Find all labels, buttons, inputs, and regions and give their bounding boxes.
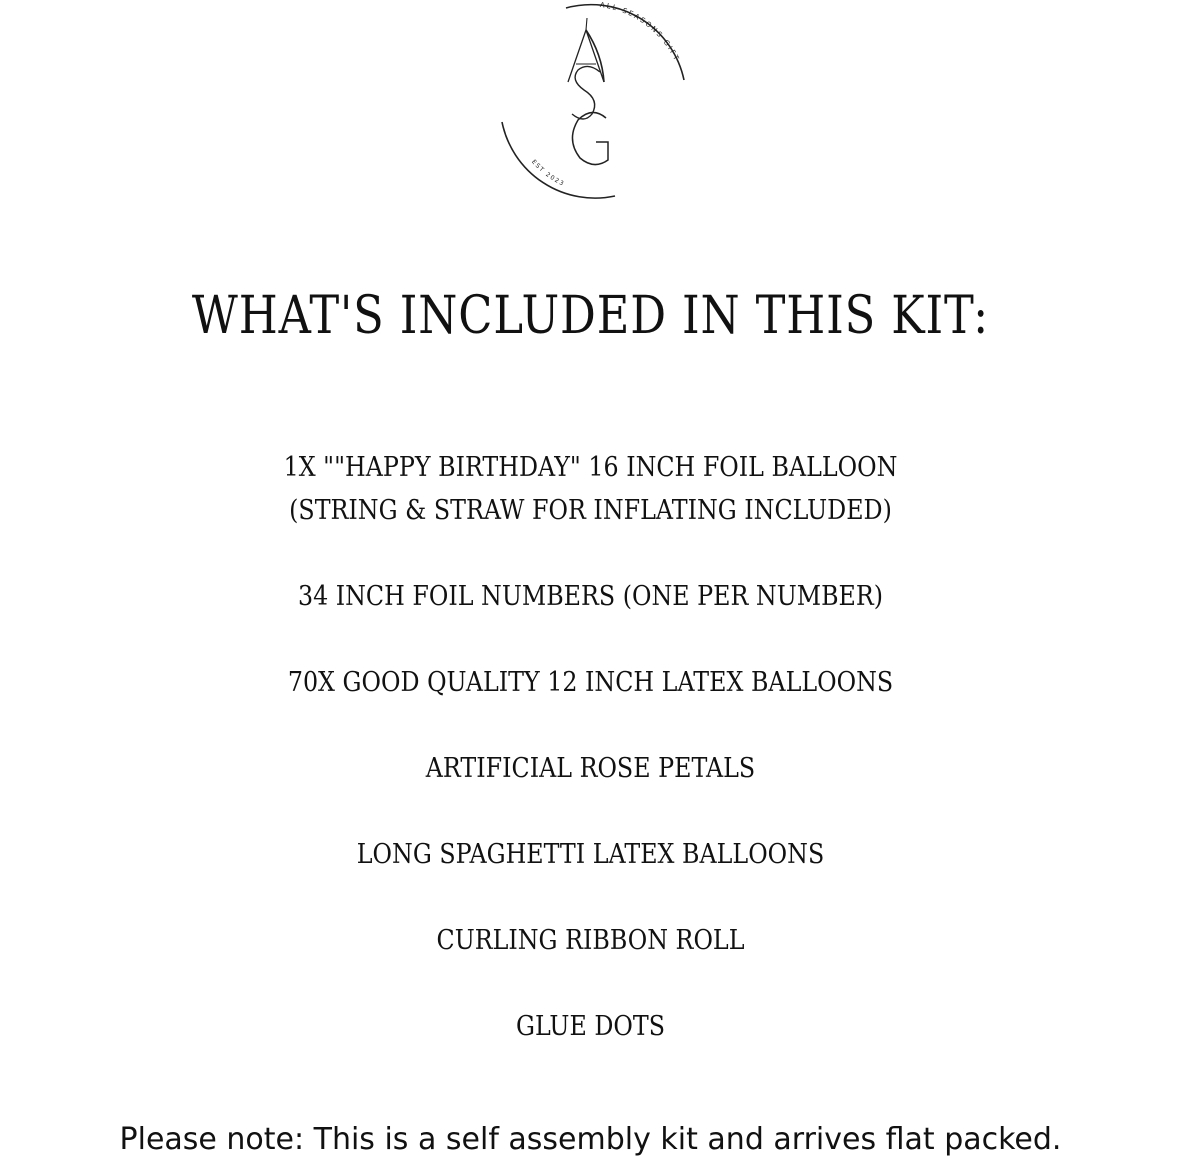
list-item	[71, 747, 1110, 790]
page-title: WHAT'S INCLUDED IN THIS KIT:	[191, 286, 990, 346]
list-item-text: 1X ""HAPPY BIRTHDAY" 16 INCH FOIL BALLOON	[283, 452, 898, 483]
list-item	[71, 446, 1110, 532]
list-item-text: 70X GOOD QUALITY 12 INCH LATEX BALLOONS	[287, 667, 894, 698]
list-item-text: ARTIFICIAL ROSE PETALS	[425, 753, 756, 784]
list-item	[71, 575, 1110, 618]
kit-contents-list	[0, 446, 1181, 1091]
list-item-text: LONG SPAGHETTI LATEX BALLOONS	[356, 839, 825, 870]
list-item	[71, 1005, 1110, 1048]
list-item-text: GLUE DOTS	[515, 1011, 666, 1042]
list-item	[71, 919, 1110, 962]
list-item-text: CURLING RIBBON ROLL	[436, 925, 745, 956]
brand-logo	[488, 0, 694, 206]
svg-text:ALL SEASONS GIFT	[599, 1, 681, 63]
list-item-subtext: (STRING & STRAW FOR INFLATING INCLUDED)	[289, 495, 892, 526]
svg-text:EST 2023	[530, 158, 566, 187]
logo-ring-text: ALL SEASONS GIFT	[599, 0, 681, 64]
list-item	[71, 661, 1110, 704]
assembly-note: Please note: This is a self assembly kit and arrives flat packed.	[119, 1122, 1062, 1157]
logo-est-text: EST 2023	[530, 158, 566, 188]
list-item-text: 34 INCH FOIL NUMBERS (ONE PER NUMBER)	[297, 581, 884, 612]
list-item	[71, 833, 1110, 876]
